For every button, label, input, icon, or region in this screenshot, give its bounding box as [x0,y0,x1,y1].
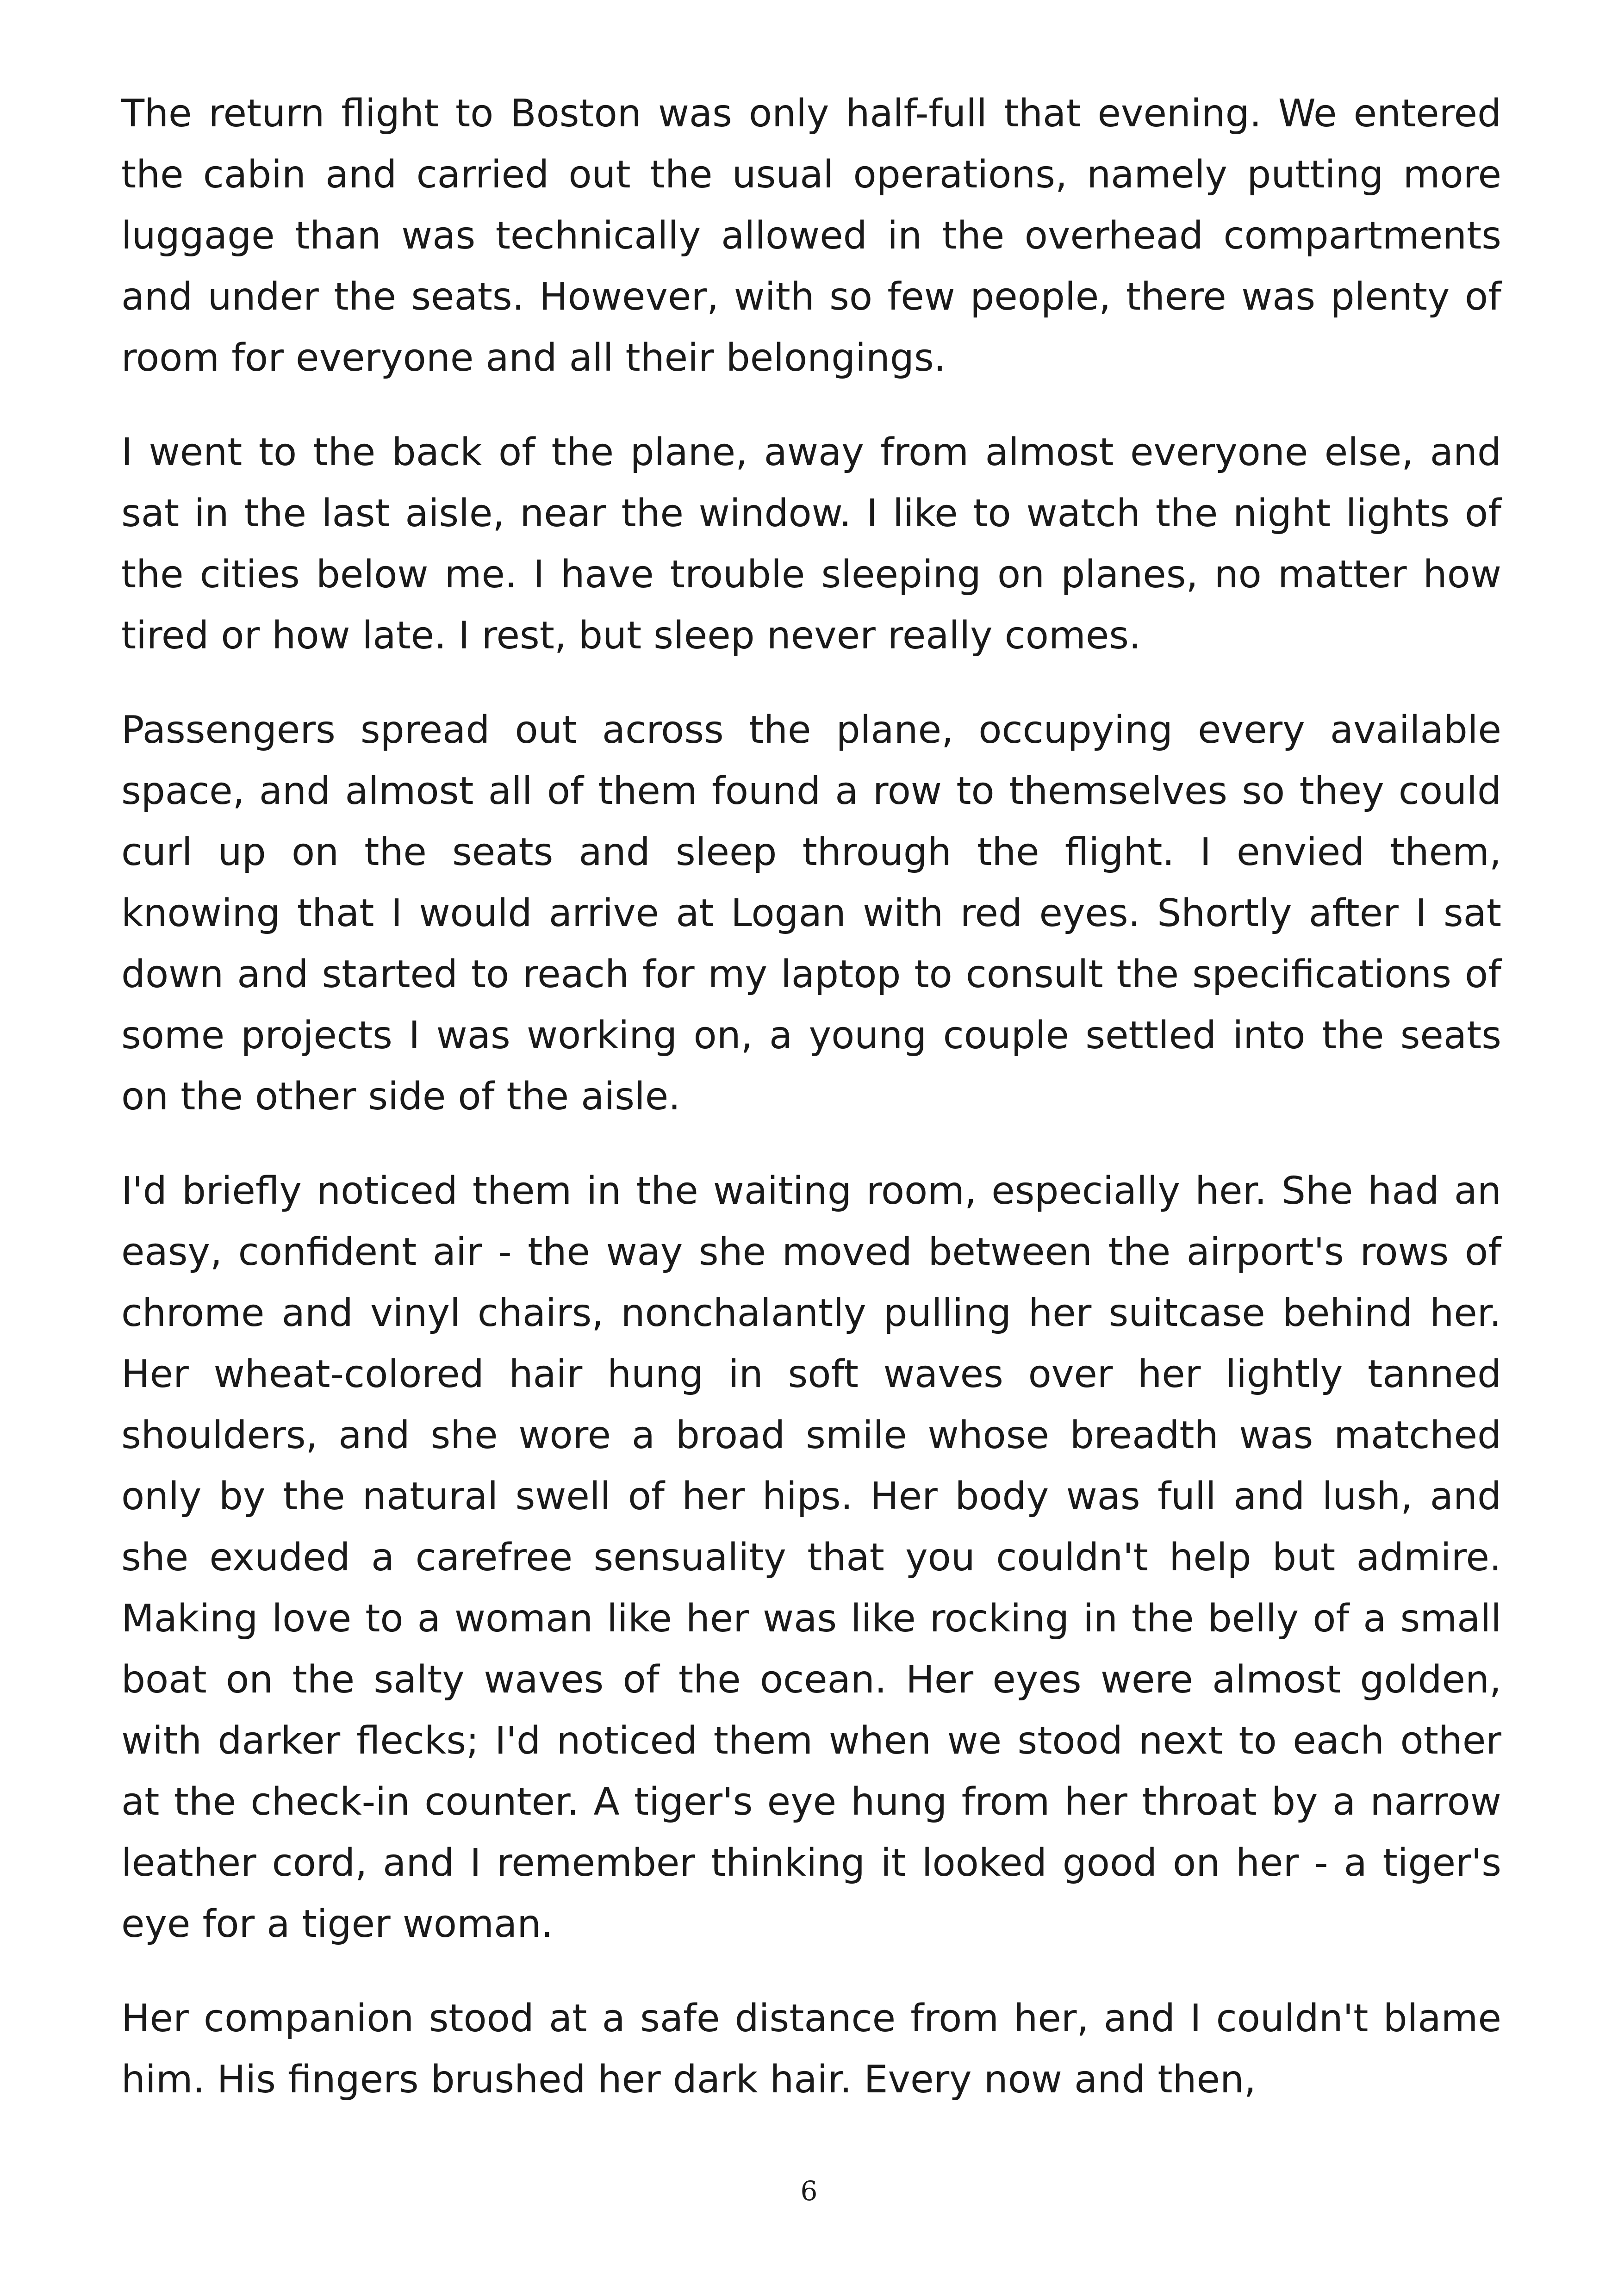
page-number: 6 [800,2175,818,2207]
paragraph-1: The return flight to Boston was only half-full that evening. We entered the cabin and carried out the usual operations, namely putting more luggage than was technically allowed in the overhead compartments and under the seats. However, with so few people, there was plenty of room for everyone and all their belongings. [121,92,1501,380]
paragraph-2: I went to the back of the plane, away from almost everyone else, and sat in the last aisle, near the window. I like to watch the night lights of the cities below me. I have trouble sleeping on planes, no matter how tired or how late. I rest, but sleep never really comes. [121,430,1501,658]
paragraph-5: Her companion stood at a safe distance from her, and I couldn't blame him. His fingers brushed her dark hair. Every now and then, [121,1997,1501,2102]
page-body [121,83,1501,2144]
paragraph-4: I'd briefly noticed them in the waiting room, especially her. She had an easy, confident air - the way she moved between the airport's rows of chrome and vinyl chairs, nonchalantly pulling her suitcase behind her. Her wheat-colored hair hung in soft waves over her lightly tanned shoulders, and she wore a broad smile whose breadth was matched only by the natural swell of her hips. Her body was full and lush, and she exuded a carefree sensuality that you couldn't help but admire. Making love to a woman like her was like rocking in the belly of a small boat on the salty waves of the ocean. Her eyes were almost golden, with darker flecks; I'd noticed them when we stood next to each other at the check-in counter. A tiger's eye hung from her throat by a narrow leather cord, and I remember thinking it looked good on her - a tiger's eye for a tiger woman. [121,1169,1501,1946]
paragraph-3: Passengers spread out across the plane, occupying every available space, and almost all of them found a row to themselves so they could curl up on the seats and sleep through the flight. I envied them, knowing that I would arrive at Logan with red eyes. Shortly after I sat down and started to reach for my laptop to consult the specifications of some projects I was working on, a young couple settled into the seats on the other side of the aisle. [121,708,1501,1119]
